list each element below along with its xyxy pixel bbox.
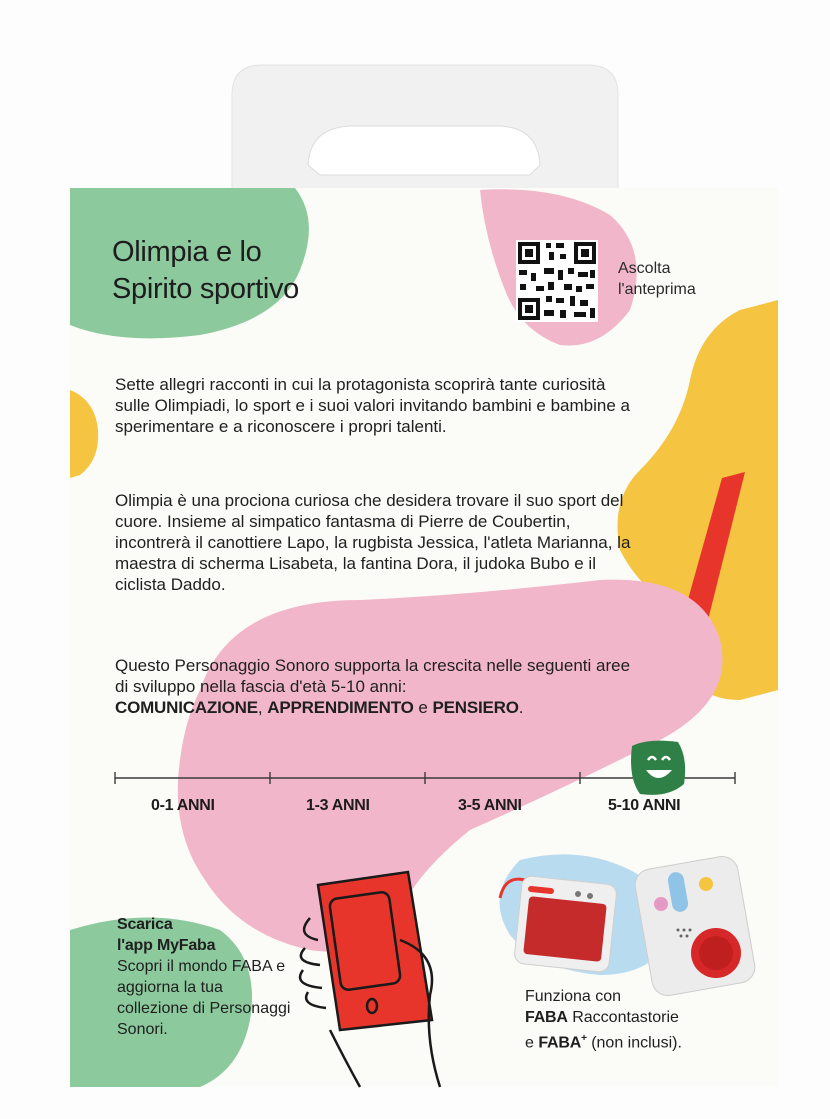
qr-label — [618, 258, 696, 300]
app-promo — [117, 914, 297, 1040]
qr-label-line-1: Ascolta — [618, 260, 671, 277]
compat-device-1: FABA — [525, 1009, 568, 1026]
faba-plus-player-icon — [633, 854, 758, 998]
app-promo-heading-1: Scarica — [117, 916, 173, 933]
age-label-1-3: 1-3 ANNI — [306, 797, 370, 814]
qr-code-icon — [516, 240, 598, 322]
area-separator-comma: , — [257, 698, 268, 717]
area-communication: COMUNICAZIONE — [115, 698, 258, 717]
hanger-hole — [308, 126, 540, 175]
development-intro: Questo Personaggio Sonoro supporta la crescita nelle seguenti aree di sviluppo nella fascia d'età 5-10 anni: — [115, 656, 631, 696]
title-line-1: Olimpia e lo — [112, 236, 262, 268]
area-separator-and: e — [413, 698, 433, 717]
compat-device-2-sup: + — [581, 1033, 587, 1044]
smiley-face-icon — [631, 741, 685, 795]
area-end-period: . — [518, 698, 524, 717]
description-paragraph-1: Sette allegri racconti in cui la protagonista scoprirà tante curiosità sulle Olimpiadi, lo sport e i suoi valori invitando bambini e bambine a sperimentare e a riconoscere i propri talenti. — [115, 375, 630, 436]
title-line-2: Spirito sportivo — [112, 273, 299, 305]
compat-prefix: Funziona con — [525, 988, 622, 1005]
age-label-5-10: 5-10 ANNI — [608, 797, 681, 814]
compat-device-2: FABA — [538, 1034, 582, 1052]
area-thinking: PENSIERO — [432, 698, 519, 717]
compat-join: e — [525, 1034, 539, 1052]
compat-suffix: (non inclusi). — [586, 1034, 682, 1052]
compatibility-note — [525, 986, 755, 1053]
compat-device-1-suffix: Raccontastorie — [567, 1009, 679, 1026]
area-learning: APPRENDIMENTO — [267, 698, 414, 717]
app-promo-heading-2: l'app MyFaba — [117, 937, 216, 954]
product-title — [112, 234, 299, 308]
description-paragraph-2: Olimpia è una prociona curiosa che desidera trovare il suo sport del cuore. Insieme al simpatico fantasma di Pierre de Coubertin, incontrerà il canottiere Lapo, la rugbista Jessica, l'atleta Marianna, la maestra di scherma Lisabeta, la fantina Dora, il judoka Bubo e il ciclista Daddo. — [115, 491, 631, 594]
qr-label-line-2: l'anteprima — [618, 281, 696, 298]
app-promo-body: Scopri il mondo FABA e aggiorna la tua collezione di Personaggi Sonori. — [117, 958, 291, 1038]
age-label-0-1: 0-1 ANNI — [151, 797, 215, 814]
description-paragraph-3 — [115, 655, 635, 718]
age-label-3-5: 3-5 ANNI — [458, 797, 522, 814]
